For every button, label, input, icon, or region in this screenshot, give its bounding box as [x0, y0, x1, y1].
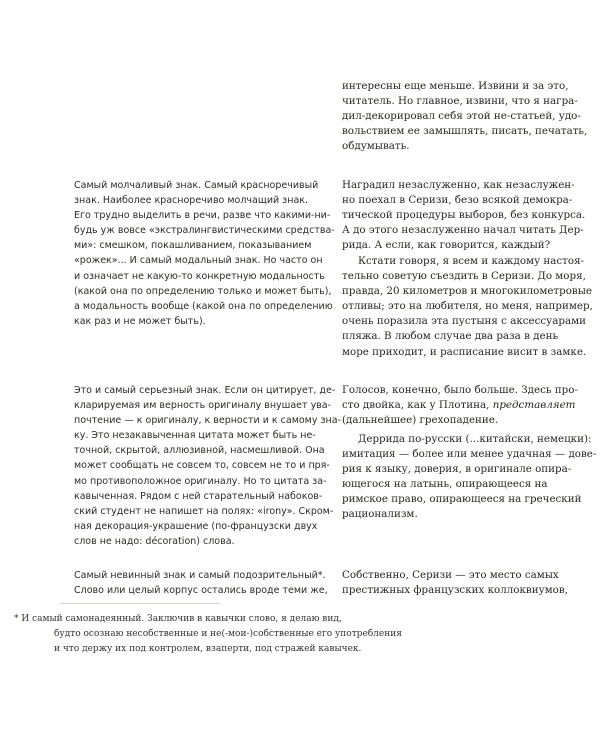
text-line: рида. А если, как говорится, каждый? — [342, 239, 551, 252]
text-line: престижных французских коллоквиумов, — [342, 584, 568, 597]
text-line: Слово или целый корпус остались вроде теми же, — [74, 585, 328, 597]
text-line: интересны еще меньше. Извини и за это, — [342, 80, 569, 92]
text-line — [342, 398, 576, 413]
text-line: дил-декорировал себя этой не-статьей, удо- — [342, 110, 581, 123]
text-line: рационализм. — [342, 508, 418, 521]
text-line: Наградил незаслуженно, как незаслужен- — [342, 179, 575, 191]
text-line: читатель. Но главное, извини, что я награ- — [342, 95, 578, 108]
left-note-1 — [74, 178, 335, 329]
text-line: А до этого незаслуженно начал читать Дер- — [342, 224, 584, 237]
text-line: море приходит, и расписание висит в замке. — [342, 345, 587, 358]
text-line: и означает не какую-то конкретную модальность — [74, 270, 325, 282]
text-run: сто двойка, как у Плотина, — [342, 399, 493, 412]
footnote-line: * И самый самонадеянный. Заключив в кавычки слово, я делаю вид, — [14, 614, 342, 624]
text-line: Самый молчаливый знак. Самый красноречивый — [74, 180, 319, 191]
text-line: тической процедуры выборов, без конкурса. — [342, 209, 586, 222]
text-line: обдумывать. — [342, 140, 410, 153]
text-line: Его трудно выделить в речи, разве что какими-ни- — [74, 210, 331, 222]
text-line: римское право, опирающееся на греческий — [342, 493, 582, 506]
text-line: будь уж вовсе «экстралингвистическими средства- — [74, 225, 335, 237]
text-line: ная декорация-украшение (по-французски двух — [74, 520, 318, 532]
text-line: ку. Это незакавыченная цитата может быть не- — [74, 430, 316, 442]
text-line: может сообщать не совсем то, совсем не то и пря- — [74, 460, 330, 472]
text-line: Собственно, Серизи — это место самых — [342, 569, 559, 581]
footnote-rule — [60, 603, 220, 604]
text-line: а модальность вообще (какой она по определению — [74, 300, 333, 312]
text-line: ющегося на латынь, опирающееся на — [342, 478, 548, 491]
text-line: тельно советую съездить в Серизи. До моря, — [342, 270, 586, 283]
text-line: «рожек»... И самый модальный знак. Но часто он — [74, 255, 323, 267]
text-line: Самый невинный знак и самый подозрительный*. — [74, 570, 326, 581]
text-line: точной, скрытой, аллюзивной, насмешливой. Она — [74, 445, 325, 457]
text-line: знак. Наиболее красноречиво молчащий знак. — [74, 195, 309, 207]
text-line: кларируемая им верность оригиналу внушает ува- — [74, 400, 332, 412]
text-line: имитация — более или менее удачная — дове- — [342, 448, 597, 461]
right-para-3 — [342, 254, 593, 360]
left-note-3 — [74, 568, 330, 598]
right-para-6 — [342, 568, 570, 598]
text-line: ский студент не напишет на полях: «irony». Скром- — [74, 505, 334, 517]
text-line: Деррида по-русски (...китайски, немецки): — [358, 433, 592, 445]
footnote-line: будто осознаю несобственные и не(-мои-)собственные его употребления — [54, 629, 402, 640]
text-line: почтение — к оригиналу, к верности и к самому зна- — [74, 415, 341, 427]
text-line: отливы; это на любителя, но меня, например, — [342, 300, 593, 313]
footnote — [14, 612, 589, 657]
text-line: рия к языку, доверия, в оригинале опира- — [342, 463, 572, 476]
text-line: Кстати говоря, я всем и каждому настоя- — [358, 255, 585, 267]
text-line: (какой она по определению только и может быть), — [74, 285, 332, 297]
right-para-2 — [342, 178, 586, 253]
footnote-line: и что держу их под контролем, взаперти, под стражей кавычек. — [54, 644, 362, 655]
text-line: кавыченная. Рядом с ней старательный набоков- — [74, 490, 323, 502]
text-line: ми»: смешком, покашливанием, показыванием — [74, 240, 312, 252]
text-line: (дальнейшее) грехопадение. — [342, 414, 499, 427]
right-para-5 — [342, 432, 597, 523]
right-para-4 — [342, 383, 578, 428]
text-line: слов не надо: décoration) слова. — [74, 535, 235, 547]
text-line: правда, 20 километров и многокилометровые — [342, 285, 593, 298]
left-note-2 — [74, 383, 341, 549]
right-para-1 — [342, 79, 588, 154]
text-line: пляжа. В любом случае два раза в день — [342, 330, 559, 343]
text-line: но поехал в Серизи, безо всякой демокра- — [342, 194, 573, 207]
emphasis-word: представляет — [492, 399, 576, 412]
text-line: как раз и не может быть). — [74, 315, 206, 327]
text-line: Это и самый серьезный знак. Если он цитирует, де- — [74, 385, 336, 396]
text-line: мо противоположное оригиналу. Но то цитата за- — [74, 475, 327, 487]
text-line: Голосов, конечно, было больше. Здесь про- — [342, 384, 578, 396]
text-line: очень поразила эта пустыня с аксессуарами — [342, 315, 586, 328]
text-line: вольствием ее замышлять, писать, печатать, — [342, 125, 588, 138]
